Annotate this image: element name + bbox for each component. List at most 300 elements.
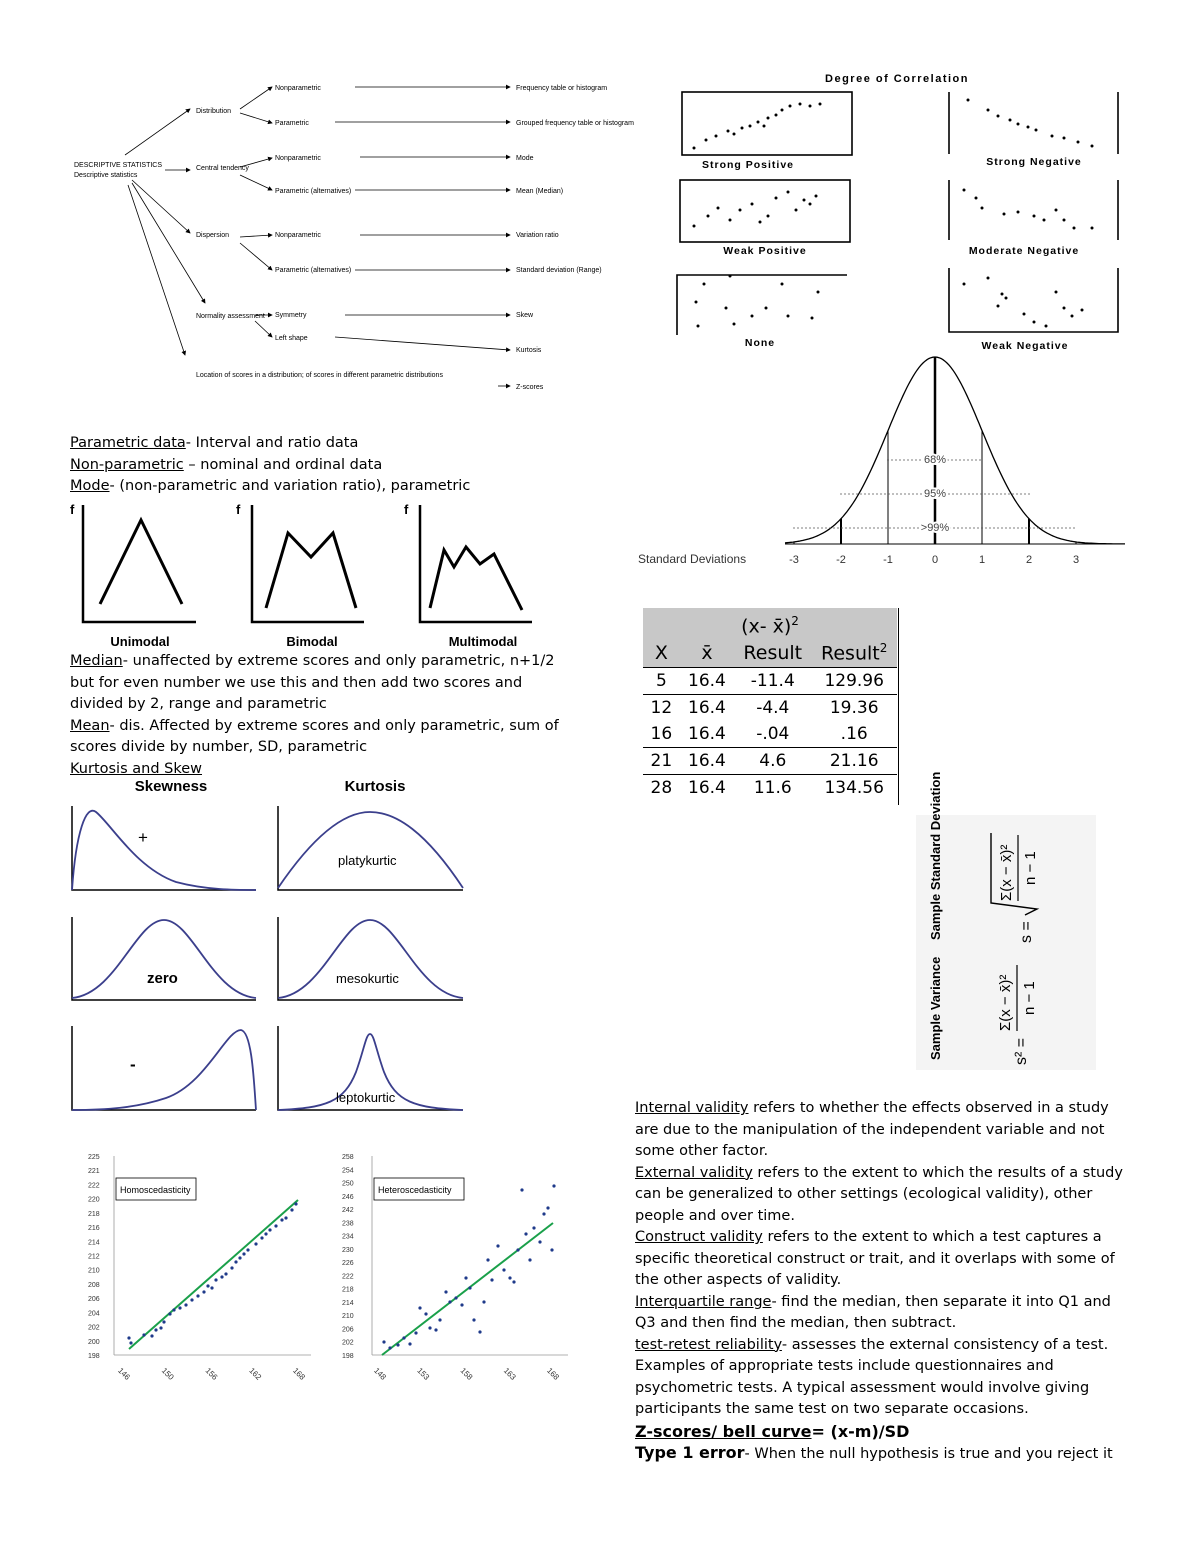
scatter-point — [516, 1248, 519, 1251]
descriptive-stats-flowchart — [70, 75, 634, 400]
correlation-point — [697, 325, 700, 328]
scatter-point — [496, 1244, 499, 1247]
correlation-point — [693, 147, 696, 150]
scatter-point — [230, 1266, 233, 1269]
flow-mid-5: Nonparametric — [275, 232, 321, 239]
table-row — [643, 747, 897, 774]
bimodal-label: Bimodal — [286, 634, 338, 649]
correlation-point — [787, 315, 790, 318]
table-cell: 134.56 — [824, 777, 884, 798]
skew-plus-label: + — [138, 828, 148, 847]
table-cell: 16 — [643, 721, 680, 748]
note-construct-validity: Construct validity refers to the extent to which a test captures a specific theoretical construct or trait, and it overlaps with some of the other aspects of validity. — [635, 1229, 1115, 1288]
skew-kurtosis-figure — [66, 772, 468, 1117]
flow-right-3: Mode — [516, 155, 534, 162]
y-tick-label: 238 — [342, 1220, 354, 1228]
correlation-point — [975, 197, 978, 200]
var-formula-lhs: s² = — [1013, 1037, 1030, 1065]
table-cell: 19.36 — [829, 697, 879, 718]
y-tick-label: 208 — [88, 1281, 100, 1289]
y-tick-label: 218 — [88, 1210, 100, 1218]
correlation-point — [1035, 129, 1038, 132]
correlation-point — [1001, 293, 1004, 296]
mesokurtic-curve — [278, 920, 463, 998]
correlation-point — [767, 117, 770, 120]
scatter-point — [214, 1278, 217, 1281]
correlation-point — [717, 207, 720, 210]
scatter-point — [438, 1318, 441, 1321]
scatter-point — [396, 1343, 399, 1346]
sd-tick-label: -1 — [883, 554, 893, 566]
table-cell: 21.16 — [811, 747, 897, 774]
table-cell: -.04 — [734, 721, 811, 748]
x-tick-label: 162 — [247, 1366, 264, 1382]
scatter-point — [464, 1276, 467, 1279]
heteroscedasticity-title: Heteroscedasticity — [378, 1185, 452, 1195]
scatter-point — [448, 1300, 451, 1303]
table-row — [643, 721, 897, 748]
table-cell: 11.6 — [753, 777, 792, 798]
flow-right-5: Variation ratio — [516, 232, 559, 239]
correlation-point — [1077, 141, 1080, 144]
scatter-point — [274, 1224, 277, 1227]
scatter-point — [486, 1258, 489, 1261]
correlation-point — [707, 215, 710, 218]
f-label-3: f — [404, 502, 409, 517]
x-tick-label: 146 — [116, 1366, 132, 1382]
scatter-point — [482, 1300, 485, 1303]
correlation-point — [775, 197, 778, 200]
scatter-point — [238, 1256, 241, 1259]
y-tick-label: 200 — [88, 1338, 100, 1346]
scatter-point — [162, 1320, 165, 1323]
var-formula-label: Sample Variance — [928, 956, 943, 1060]
correlation-point — [1045, 325, 1048, 328]
y-tick-label: 198 — [88, 1353, 100, 1360]
correlation-point — [765, 307, 768, 310]
x-tick-label: 168 — [545, 1366, 561, 1382]
flow-right-2: Grouped frequency table or histogram — [516, 120, 634, 127]
correlation-point — [1003, 213, 1006, 216]
y-tick-label: 225 — [88, 1154, 100, 1161]
scatter-point — [268, 1228, 271, 1231]
scatter-point — [502, 1268, 505, 1271]
correlation-point — [705, 139, 708, 142]
correlation-point — [1043, 219, 1046, 222]
y-tick-label: 254 — [342, 1167, 354, 1175]
note-mode: Mode- (non-parametric and variation ratio), parametric — [70, 478, 471, 494]
table-cell: -4.4 — [756, 697, 790, 718]
correlation-point — [789, 105, 792, 108]
scatter-point — [294, 1202, 297, 1205]
scatter-point — [414, 1331, 417, 1334]
scatter-point — [168, 1312, 171, 1315]
scatter-point — [552, 1184, 555, 1187]
unimodal-curve — [100, 520, 182, 604]
flow-right-1: Frequency table or histogram — [516, 85, 608, 92]
scatter-point — [129, 1341, 132, 1344]
correlation-point — [809, 105, 812, 108]
var-formula-denominator: n − 1 — [1021, 981, 1038, 1015]
correlation-point — [775, 114, 778, 117]
correlation-point — [741, 127, 744, 130]
scatter-point — [154, 1328, 157, 1331]
correlation-point — [787, 191, 790, 194]
y-tick-label: 214 — [342, 1299, 354, 1307]
correlation-point — [1033, 321, 1036, 324]
heteroscedasticity-fit-line — [382, 1223, 553, 1355]
correlation-point — [997, 115, 1000, 118]
y-tick-label: 204 — [88, 1310, 100, 1318]
scatter-point — [254, 1242, 257, 1245]
table-cell: -11.4 — [734, 667, 811, 694]
correlation-point — [781, 283, 784, 286]
skewness-title: Skewness — [134, 778, 208, 795]
correlation-point — [767, 215, 770, 218]
f-label-2: f — [236, 502, 241, 517]
y-tick-label: 246 — [342, 1193, 354, 1201]
correlation-point — [963, 189, 966, 192]
scatter-point — [224, 1272, 227, 1275]
scatter-point — [542, 1212, 545, 1215]
correlation-point — [997, 305, 1000, 308]
flow-root: DESCRIPTIVE STATISTICS — [74, 162, 163, 169]
skew-minus-label: - — [130, 1055, 136, 1074]
scatter-point — [260, 1236, 263, 1239]
note-median: Median- unaffected by extreme scores and only parametric, n+1/2 but for even number we use this and then add two scores and divided by 2, range and parametric — [70, 653, 555, 712]
correlation-point — [1091, 227, 1094, 230]
scatter-point — [524, 1232, 527, 1235]
x-tick-label: 153 — [415, 1366, 432, 1382]
flow-mid-4: Parametric (alternatives) — [275, 188, 352, 195]
y-tick-label: 216 — [88, 1225, 100, 1233]
y-tick-label: 218 — [342, 1286, 354, 1294]
correlation-point — [799, 103, 802, 106]
scatter-point — [382, 1340, 385, 1343]
correlation-point — [1051, 135, 1054, 138]
homoscedasticity-chart — [86, 1150, 316, 1395]
flow-right-9: Z-scores — [516, 384, 544, 391]
correlation-point — [759, 221, 762, 224]
x-tick-label: 168 — [291, 1366, 307, 1382]
note-test-retest: test-retest reliability- assesses the external consistency of a test. Examples of appropriate tests include questionnaires and psychometric tests. A typical assessment would involve giving participants the same test on two separate occasions. — [635, 1336, 1109, 1417]
scatter-point — [142, 1333, 145, 1336]
sd-tick-label: 0 — [931, 554, 939, 566]
flow-cat-central: Central tendency — [196, 165, 249, 172]
correlation-point — [1005, 297, 1008, 300]
corr-label-strong-negative: Strong Negative — [986, 156, 1082, 168]
corr-label-weak-positive: Weak Positive — [723, 245, 807, 257]
notes-mid — [70, 651, 560, 780]
scatter-point — [210, 1286, 213, 1289]
table-row — [643, 694, 897, 721]
corr-label-none: None — [744, 337, 776, 349]
flow-root-sub: Descriptive statistics — [74, 172, 138, 179]
scatter-point — [478, 1330, 481, 1333]
scatter-point — [388, 1346, 391, 1349]
y-tick-label: 220 — [88, 1196, 100, 1204]
scatter-point — [184, 1303, 187, 1306]
correlation-point — [817, 291, 820, 294]
scatter-point — [220, 1275, 223, 1278]
skew-zero-label: zero — [147, 970, 178, 987]
flow-cat-distribution: Distribution — [196, 108, 232, 115]
normal-curve — [785, 357, 1125, 544]
multimodal-label: Multimodal — [448, 634, 518, 649]
flow-right-7: Skew — [516, 312, 534, 319]
correlation-point — [751, 315, 754, 318]
table-title: (x- x̄)$^2$ — [643, 608, 897, 639]
table-cell: 129.96 — [811, 667, 897, 694]
scatter-point — [159, 1326, 162, 1329]
table-row — [643, 774, 897, 801]
multimodal-curve — [430, 547, 522, 610]
correlation-point — [749, 125, 752, 128]
corr-label-weak-negative: Weak Negative — [981, 340, 1069, 352]
correlation-point — [1033, 215, 1036, 218]
table-cell: 16.4 — [680, 667, 734, 694]
correlation-point — [695, 301, 698, 304]
unimodal-label: Unimodal — [110, 634, 170, 649]
correlation-point — [1063, 307, 1066, 310]
scatter-point — [532, 1226, 535, 1229]
note-external-validity: External validity refers to the extent to which the results of a study can be generalized to other settings (ecological validity), other people and over time. — [635, 1164, 1123, 1224]
scatter-point — [528, 1258, 531, 1261]
correlation-point — [693, 225, 696, 228]
platykurtic-label: platykurtic — [338, 853, 397, 868]
correlation-point — [1027, 126, 1030, 129]
note-interquartile-range: Interquartile range- find the median, then separate it into Q1 and Q3 and then find the median, then subtract. — [635, 1293, 1111, 1331]
scatter-point — [127, 1336, 130, 1339]
table-cell: 4.6 — [734, 747, 811, 774]
sd-formula-denominator: n − 1 — [1022, 851, 1039, 885]
table-row — [643, 667, 897, 694]
scatter-point — [428, 1326, 431, 1329]
correlation-point — [1071, 315, 1074, 318]
band-99-label: >99% — [920, 522, 950, 534]
table-cell: 16.4 — [680, 747, 734, 774]
homoscedasticity-title: Homoscedasticity — [120, 1185, 191, 1195]
scatter-point — [290, 1208, 293, 1211]
scatter-point — [512, 1280, 515, 1283]
correlation-point — [1017, 123, 1020, 126]
correlation-point — [963, 283, 966, 286]
note-internal-validity: Internal validity refers to whether the effects observed in a study are due to the manipulation of the independent variable and not some other factor. — [635, 1100, 1109, 1159]
note-kurt-skew: Kurtosis and Skew — [70, 760, 202, 777]
flow-mid-8: Left shape — [275, 335, 308, 342]
y-tick-label: 221 — [88, 1168, 100, 1176]
flow-mid-2: Parametric — [275, 120, 309, 127]
correlation-point — [751, 203, 754, 206]
scatter-point — [178, 1306, 181, 1309]
scatter-point — [418, 1306, 421, 1309]
skew-positive-curve — [72, 811, 256, 890]
correlation-point — [967, 99, 970, 102]
y-tick-label: 202 — [88, 1324, 100, 1332]
sd-tick-label: 3 — [1072, 554, 1080, 566]
y-tick-label: 214 — [88, 1239, 100, 1247]
flow-mid-6: Parametric (alternatives) — [275, 267, 352, 274]
note-mean: Mean- dis. Affected by extreme scores and only parametric, sum of scores divide by number, SD, parametric — [70, 717, 559, 755]
correlation-point — [1017, 211, 1020, 214]
scatter-point — [150, 1334, 153, 1337]
skew-negative-curve — [72, 1030, 256, 1110]
correlation-point — [729, 219, 732, 222]
x-tick-label: 148 — [372, 1366, 388, 1382]
scatter-point — [546, 1206, 549, 1209]
y-tick-label: 206 — [88, 1296, 100, 1304]
y-tick-label: 222 — [88, 1182, 100, 1190]
correlation-point — [739, 209, 742, 212]
scatter-point — [472, 1318, 475, 1321]
correlation-point — [725, 307, 728, 310]
scatter-point — [264, 1232, 267, 1235]
flow-mid-3: Nonparametric — [275, 155, 321, 162]
scatter-point — [550, 1248, 553, 1251]
table-cell: 5 — [643, 667, 680, 694]
scatter-point — [172, 1308, 175, 1311]
mesokurtic-label: mesokurtic — [336, 971, 399, 986]
table-cell: 16.4 — [688, 777, 726, 798]
y-tick-label: 210 — [88, 1267, 100, 1275]
correlation-point — [819, 103, 822, 106]
correlation-point — [1091, 145, 1094, 148]
correlation-point — [981, 207, 984, 210]
bimodal-curve — [266, 533, 356, 608]
y-tick-label: 250 — [342, 1180, 354, 1188]
y-tick-label: 226 — [342, 1260, 354, 1268]
table-header-mean: x̄ — [680, 639, 734, 667]
correlation-point — [809, 203, 812, 206]
flow-cat-normality: Normality assessment — [196, 313, 265, 320]
leptokurtic-label: leptokurtic — [336, 1090, 396, 1105]
scatter-point — [242, 1252, 245, 1255]
y-tick-label: 202 — [342, 1339, 354, 1347]
y-tick-label: 206 — [342, 1326, 354, 1334]
scatter-point — [460, 1303, 463, 1306]
correlation-point — [803, 199, 806, 202]
correlation-point — [715, 135, 718, 138]
band-68-label: 68% — [923, 454, 947, 466]
sd-formula-numerator: Σ(x − x̄)² — [998, 844, 1015, 901]
notes-top — [70, 433, 590, 498]
correlation-point — [781, 109, 784, 112]
var-formula-numerator: Σ(x − x̄)² — [997, 974, 1014, 1031]
correlation-point — [733, 133, 736, 136]
table-header-result-sq: Result$^2$ — [811, 639, 897, 667]
correlation-point — [763, 125, 766, 128]
y-tick-label: 258 — [342, 1154, 354, 1161]
table-cell: 21 — [643, 747, 680, 774]
correlation-point — [1055, 209, 1058, 212]
note-parametric: Parametric data- Interval and ratio data — [70, 435, 359, 451]
scatter-point — [402, 1336, 405, 1339]
y-tick-label: 210 — [342, 1313, 354, 1321]
correlation-point — [703, 283, 706, 286]
f-label-1: f — [70, 502, 75, 517]
correlation-title: Degree of Correlation — [825, 73, 969, 85]
flow-cat-dispersion: Dispersion — [196, 232, 230, 239]
heteroscedasticity-chart — [340, 1150, 575, 1395]
flow-mid-1: Nonparametric — [275, 85, 321, 92]
note-type1-error: Type 1 error- When the null hypothesis is true and you reject it — [635, 1443, 1113, 1462]
scatter-point — [454, 1296, 457, 1299]
scatter-point — [538, 1240, 541, 1243]
flow-right-4: Mean (Median) — [516, 188, 564, 195]
y-tick-label: 212 — [88, 1253, 100, 1261]
correlation-point — [757, 121, 760, 124]
y-tick-label: 242 — [342, 1207, 354, 1215]
x-tick-label: 163 — [501, 1366, 518, 1382]
table-cell: .16 — [811, 721, 897, 748]
note-nonparametric: Non-parametric – nominal and ordinal data — [70, 456, 383, 473]
sd-tick-label: 1 — [978, 554, 986, 566]
correlation-figure — [672, 70, 1122, 355]
sd-formula-label: Sample Standard Deviation — [928, 771, 943, 940]
table-cell: 12 — [650, 697, 673, 718]
correlation-point — [795, 209, 798, 212]
kurtosis-title: Kurtosis — [344, 778, 406, 795]
correlation-point — [1063, 219, 1066, 222]
x-tick-label: 158 — [458, 1366, 475, 1382]
bell-curve-figure — [635, 352, 1130, 574]
platykurtic-curve — [278, 812, 463, 888]
corr-label-strong-positive: Strong Positive — [701, 159, 795, 171]
variance-table — [643, 608, 899, 801]
scatter-point — [424, 1312, 427, 1315]
correlation-point — [727, 130, 730, 133]
y-tick-label: 230 — [342, 1246, 354, 1254]
corr-label-moderate-negative: Moderate Negative — [968, 245, 1080, 257]
band-95-label: 95% — [923, 488, 947, 500]
correlation-point — [1073, 227, 1076, 230]
scatter-point — [468, 1286, 471, 1289]
homoscedasticity-fit-line — [129, 1200, 298, 1349]
scatter-point — [408, 1342, 411, 1345]
sd-tick-label: 2 — [1025, 554, 1033, 566]
scatter-point — [190, 1298, 193, 1301]
table-cell: 28 — [650, 777, 673, 798]
correlation-point — [1081, 309, 1084, 312]
y-tick-label: 198 — [342, 1353, 354, 1360]
scatter-point — [434, 1328, 437, 1331]
scatter-point — [246, 1248, 249, 1251]
scatter-point — [196, 1294, 199, 1297]
modality-graphs — [68, 500, 548, 650]
note-zscore: Z-scores/ bell curve= (x-m)/SD — [635, 1421, 910, 1441]
scatter-point — [234, 1260, 237, 1263]
sd-tick-label: -3 — [789, 554, 799, 566]
correlation-point — [733, 323, 736, 326]
correlation-point — [1055, 291, 1058, 294]
correlation-point — [987, 277, 990, 280]
scatter-point — [508, 1276, 511, 1279]
sd-formula-lhs: s = — [1018, 921, 1035, 943]
correlation-point — [815, 195, 818, 198]
table-header-result: Result — [734, 639, 811, 667]
flow-mid-7: Symmetry — [275, 312, 307, 319]
flow-right-8: Kurtosis — [516, 347, 542, 354]
scatter-point — [206, 1284, 209, 1287]
bell-xlabel: Standard Deviations — [638, 552, 747, 566]
scatter-point — [284, 1216, 287, 1219]
table-header-x: X — [643, 639, 680, 667]
table-cell: 16.4 — [688, 697, 726, 718]
correlation-point — [729, 275, 732, 278]
scatter-point — [280, 1218, 283, 1221]
flow-right-6: Standard deviation (Range) — [516, 267, 602, 274]
scatter-point — [202, 1290, 205, 1293]
